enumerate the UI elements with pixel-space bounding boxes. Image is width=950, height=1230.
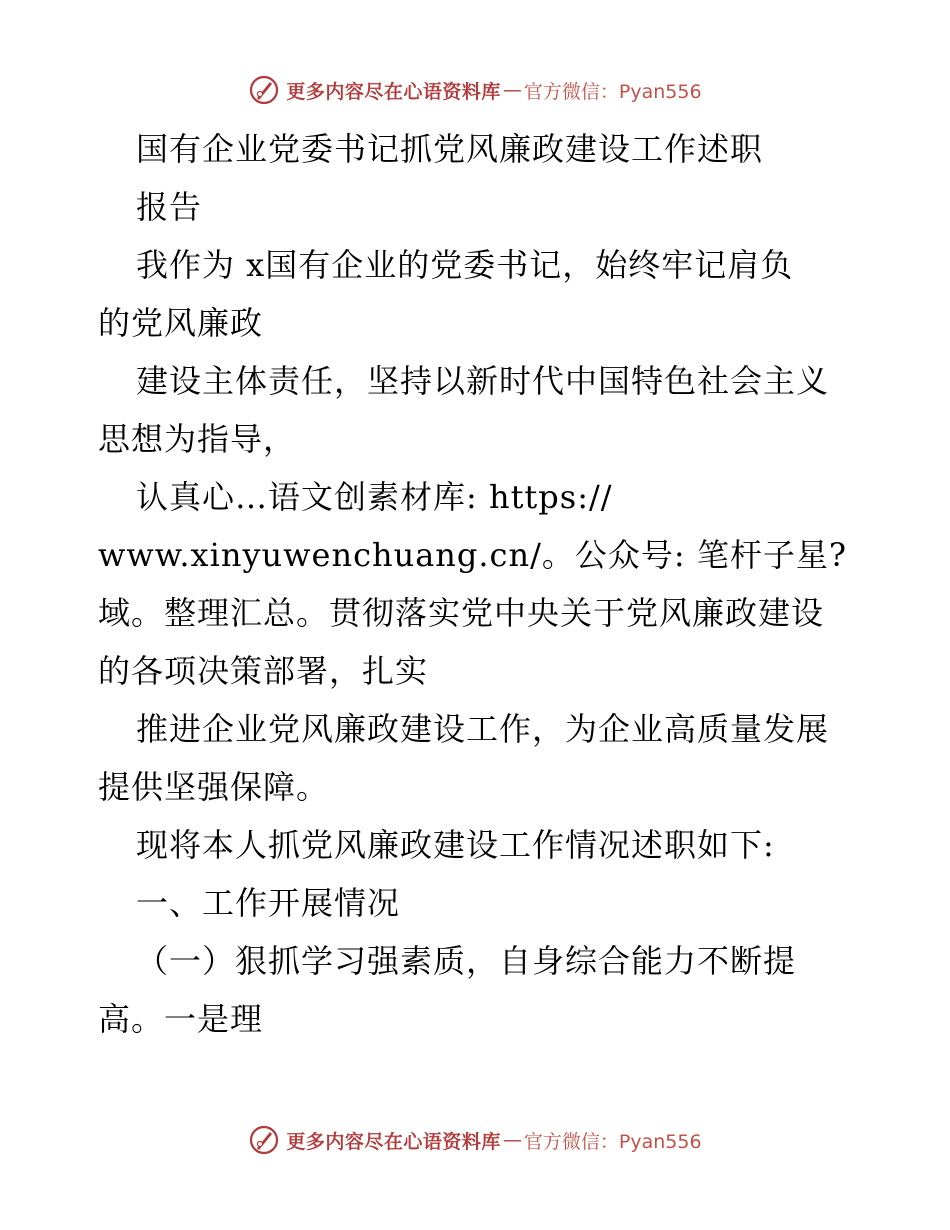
wechat-contact: 官方微信：Pyan556: [523, 1130, 702, 1153]
text-line: 国有企业党委书记抓党风廉政建设工作述职: [136, 130, 764, 168]
text-line: www.xinyuwenchuang.cn/。公众号: 笔杆子星?: [98, 536, 847, 574]
text-line: 报告: [136, 188, 203, 226]
text-line: 认真心…语文创素材库: https://: [136, 478, 613, 516]
promo-text: 更多内容尽在心语资料库: [286, 1130, 501, 1153]
text-line: 高。一是理: [98, 1000, 264, 1038]
separator-dash: —: [502, 1129, 522, 1151]
text-line: 我作为 x国有企业的党委书记，始终牢记肩负: [136, 246, 794, 284]
text-line: 域。整理汇总。贯彻落实党中央关于党风廉政建设: [98, 594, 825, 632]
separator-dash: —: [502, 79, 522, 101]
text-line: 推进企业党风廉政建设工作，为企业高质量发展: [136, 710, 830, 748]
text-line: 提供坚强保障。: [98, 768, 330, 806]
text-line: （一）狠抓学习强素质，自身综合能力不断提: [136, 942, 797, 980]
text-line: 的各项决策部署，扎实: [98, 652, 429, 690]
text-line: 建设主体责任，坚持以新时代中国特色社会主义: [136, 362, 830, 400]
footer-banner: [0, 1120, 950, 1160]
quill-pen-icon: [248, 74, 280, 106]
text-line: 思想为指导，: [98, 420, 297, 458]
quill-pen-icon: [248, 1124, 280, 1156]
document-body: [98, 120, 858, 1048]
text-line: 一、工作开展情况: [136, 884, 401, 922]
promo-text: 更多内容尽在心语资料库: [286, 80, 501, 103]
header-banner: [0, 70, 950, 110]
wechat-contact: 官方微信：Pyan556: [523, 80, 702, 103]
text-line: 的党风廉政: [98, 304, 264, 342]
text-line: 现将本人抓党风廉政建设工作情况述职如下:: [136, 826, 775, 864]
